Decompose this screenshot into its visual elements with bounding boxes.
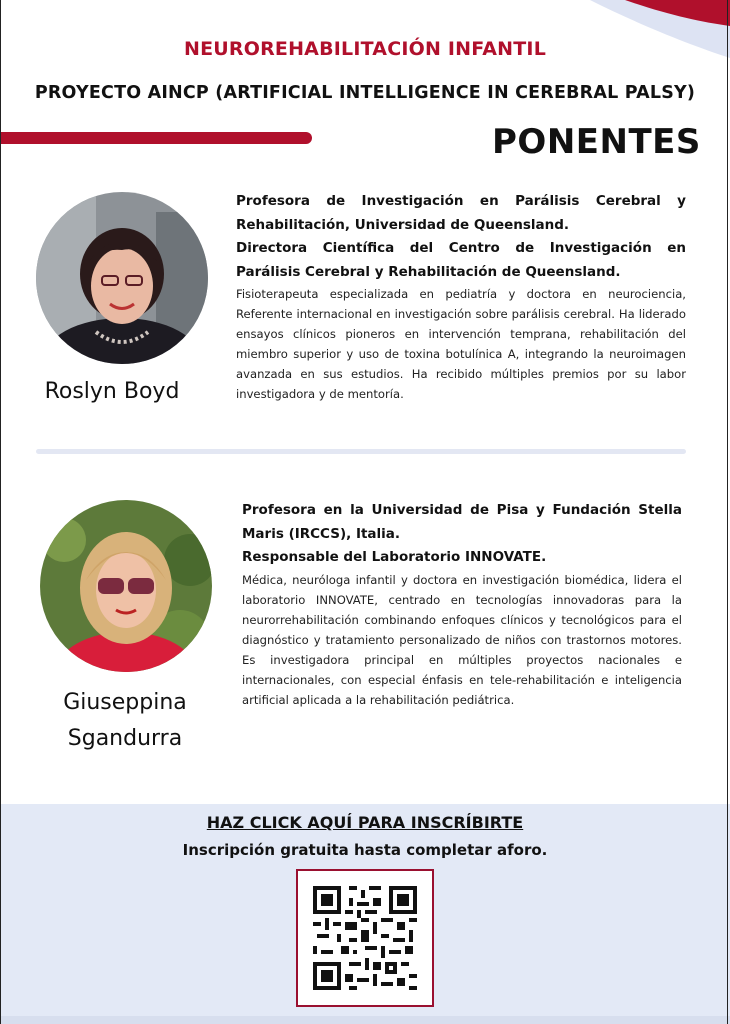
registration-link[interactable]: HAZ CLICK AQUÍ PARA INSCRÍBIRTE (206, 813, 524, 832)
section-divider (36, 449, 686, 454)
qr-code-icon (313, 886, 417, 990)
qr-code-frame[interactable] (296, 869, 434, 1007)
registration-note: Inscripción gratuita hasta completar aforo. (182, 841, 548, 859)
speaker-bio-roslyn-boyd (236, 190, 686, 404)
speaker-description: Médica, neuróloga infantil y doctora en investigación biomédica, lidera el laboratorio INNOVATE, centrado en tecnologías innovadoras para la neurorrehabilitación combinando enfoques clínicos y tecnológicos para el diagnóstico y tratamiento personalizado de niños con trastornos motores. Es investigadora principal en múltiples proyectos nacionales e internacionales, con especial énfasis en tele-rehabilitación e inteligencia artificial aplicada a la rehabilitación pediátrica. (242, 572, 682, 707)
speaker-role: Directora Científica del Centro de Investigación en Parálisis Cerebral y Rehabilitación de Queensland. (236, 240, 686, 280)
speaker-description: Fisioterapeuta especializada en pediatría y doctora en neurociencia, Referente internacional en investigación sobre parálisis cerebral. Ha liderado ensayos clínicos pioneros en intervención temprana, rehabilitación del miembro superior y uso de toxina botulínica A, integrando la neuroimagen avanzada en sus estudios. Ha recibido múltiples premios por su labor investigadora y de mentoría. (236, 287, 686, 401)
bottom-strip (0, 1016, 730, 1024)
accent-bar (0, 132, 312, 144)
event-title: NEUROREHABILITACIÓN INFANTIL (183, 38, 547, 60)
project-title: PROYECTO AINCP (ARTIFICIAL INTELLIGENCE IN CEREBRAL PALSY) (34, 83, 696, 103)
speaker-photo-roslyn-boyd (36, 192, 208, 364)
section-title: PONENTES (492, 122, 701, 162)
speaker-role: Responsable del Laboratorio INNOVATE. (242, 549, 547, 565)
speaker-bio-giuseppina-sgandurra (242, 499, 682, 710)
speaker-role: Profesora de Investigación en Parálisis Cerebral y Rehabilitación, Universidad de Queensland. (236, 193, 686, 233)
speaker-name-roslyn-boyd: Roslyn Boyd (44, 379, 180, 404)
speaker-name-giuseppina-sgandurra: Giuseppina Sgandurra (63, 690, 187, 751)
speaker-role: Profesora en la Universidad de Pisa y Fundación Stella Maris (IRCCS), Italia. (242, 502, 682, 542)
speaker-photo-giuseppina-sgandurra (40, 500, 212, 672)
